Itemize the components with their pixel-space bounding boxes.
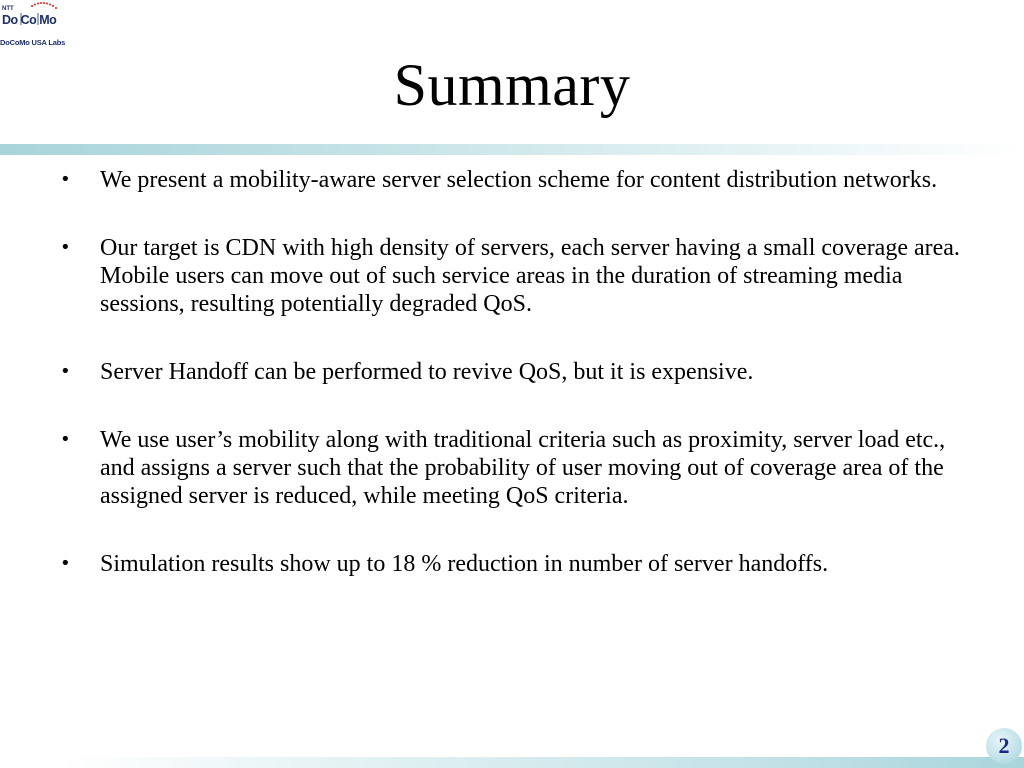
bullet-item xyxy=(60,426,960,510)
page-number: 2 xyxy=(998,733,1010,758)
bottom-decorative-band xyxy=(60,757,1024,768)
svg-text:NTT: NTT xyxy=(2,6,14,12)
bullet-list xyxy=(60,166,960,578)
bullet-icon: • xyxy=(60,553,71,574)
bullet-text: Simulation results show up to 18 % reduction in number of server handoffs. xyxy=(100,551,829,577)
bullet-text: We present a mobility-aware server selection scheme for content distribution networks. xyxy=(100,167,938,193)
bullet-item xyxy=(60,550,960,578)
bullet-item xyxy=(60,166,960,194)
slide-title: Summary xyxy=(393,52,631,118)
bullet-item xyxy=(60,234,960,318)
bullet-text: We use user’s mobility along with traditional criteria such as proximity, server load etc., and assigns a server such that the probability of user moving out of coverage area of the assigned server is reduced, while meeting QoS criteria. xyxy=(100,427,946,509)
bullet-item xyxy=(60,358,960,386)
svg-text:Do Co Mo: Do Co Mo xyxy=(2,13,57,27)
top-decorative-band xyxy=(0,144,1024,155)
bullet-icon: • xyxy=(60,429,71,450)
bullet-text: Our target is CDN with high density of servers, each server having a small coverage area. Mobile users can move out of such service areas in the duration of streaming media sessions, resulting potentially degraded QoS. xyxy=(100,235,960,317)
bullet-icon: • xyxy=(60,361,71,382)
page-number-badge xyxy=(986,728,1022,764)
lab-name: DoCoMo USA Labs xyxy=(0,38,66,47)
bullet-text: Server Handoff can be performed to revive QoS, but it is expensive. xyxy=(100,359,754,385)
docomo-logo xyxy=(0,0,66,52)
bullet-icon: • xyxy=(60,169,71,190)
bullet-icon: • xyxy=(60,237,71,258)
